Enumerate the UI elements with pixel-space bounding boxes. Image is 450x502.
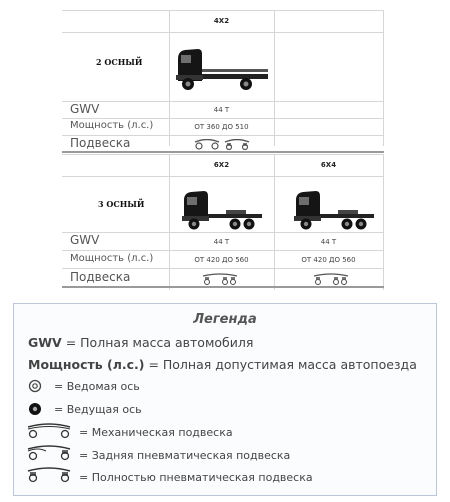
- legend-text: = Задняя пневматическая подвеска: [79, 449, 291, 462]
- truck-6x4-image: [294, 188, 376, 232]
- truck-6x2-image: [182, 188, 264, 232]
- axle-count-label: 2 ОСНЫЙ: [96, 57, 143, 67]
- legend-term: GWV: [28, 335, 62, 350]
- truck-4x2-image: [176, 45, 271, 93]
- spec-table-3-axle: [62, 154, 384, 290]
- legend-text: = Механическая подвеска: [79, 426, 233, 439]
- drive-axle-icon: [28, 402, 42, 416]
- legend-term: Мощность (л.с.): [28, 357, 145, 372]
- full-air-suspension-icon: [200, 273, 240, 285]
- mechanical-suspension-icon: [26, 423, 72, 439]
- legend-text: = Ведомая ось: [54, 380, 140, 393]
- gwv-value-6x4: 44 Т: [320, 238, 337, 246]
- legend-item-gwv: [28, 335, 253, 350]
- row-label-gwv: GWV: [70, 102, 100, 116]
- row-label-power: Мощность (л.с.): [70, 253, 154, 264]
- spec-table-2-axle: [62, 10, 384, 150]
- config-6x2: 6X2: [213, 161, 230, 169]
- gwv-value-4x2: 44 Т: [213, 106, 230, 114]
- row-label-gwv: GWV: [70, 233, 100, 247]
- gwv-value-6x2: 44 Т: [213, 238, 230, 246]
- legend-text: = Ведущая ось: [54, 403, 142, 416]
- full-air-suspension-icon: [311, 273, 351, 285]
- power-value-6x2: ОТ 420 ДО 560: [194, 256, 249, 264]
- axle-count-label: 3 ОСНЫЙ: [98, 199, 145, 209]
- power-value-6x4: ОТ 420 ДО 560: [301, 256, 356, 264]
- row-label-power: Мощность (л.с.): [70, 120, 154, 131]
- config-4x2: 4X2: [213, 17, 230, 25]
- row-label-suspension: Подвеска: [70, 270, 131, 284]
- rear-air-suspension-icon: [26, 445, 72, 461]
- legend-panel: [13, 303, 437, 496]
- config-6x4: 6X4: [320, 161, 337, 169]
- legend-text: = Полная допустимая масса автопоезда: [144, 357, 417, 372]
- legend-text: = Полная масса автомобиля: [61, 335, 254, 350]
- legend-text: = Полностью пневматическая подвеска: [79, 471, 313, 484]
- full-air-suspension-icon: [26, 467, 72, 483]
- legend-item-power: [28, 357, 417, 372]
- row-label-suspension: Подвеска: [70, 136, 131, 150]
- suspension-icons-4x2: [193, 139, 251, 150]
- power-value-4x2: ОТ 360 ДО 510: [194, 123, 249, 131]
- driven-axle-icon: [28, 379, 42, 393]
- legend-title: Легенда: [193, 312, 257, 327]
